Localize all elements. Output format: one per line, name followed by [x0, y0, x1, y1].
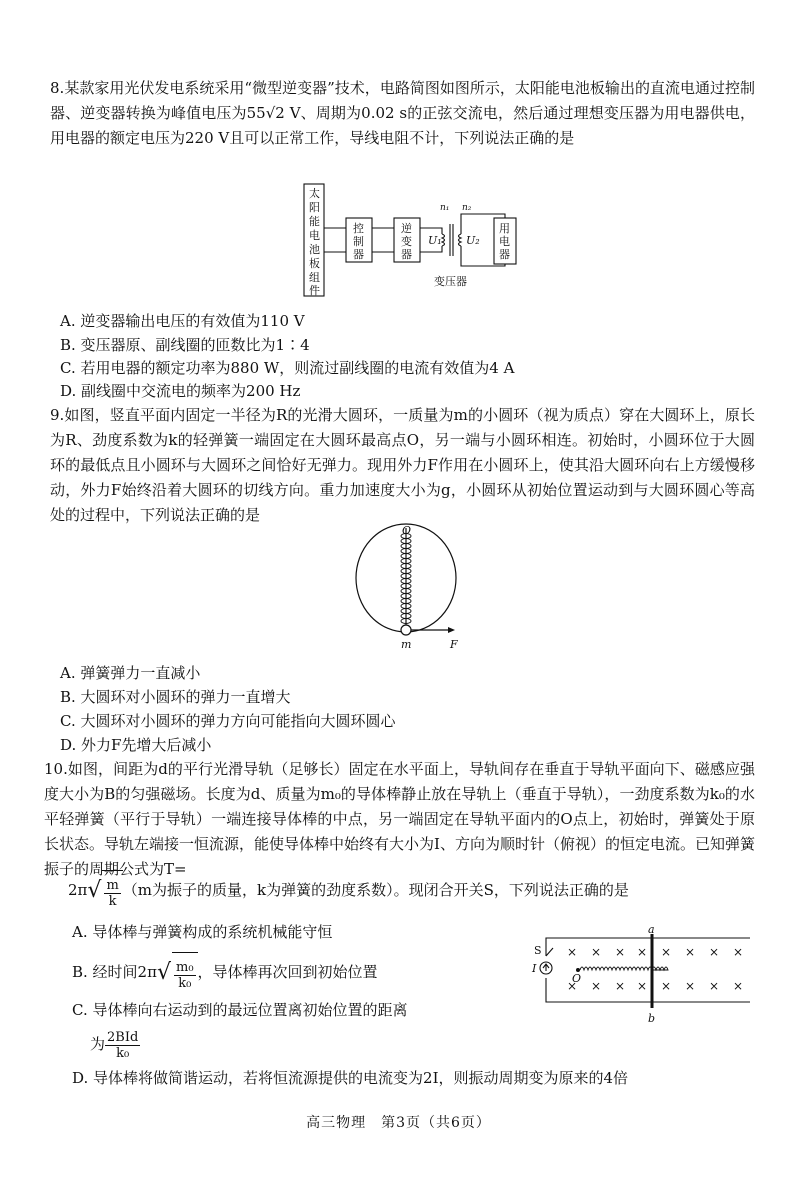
field-mark: ×	[590, 979, 602, 993]
field-mark: ×	[684, 945, 696, 959]
question-10	[44, 757, 755, 882]
option-b-denominator: k₀	[178, 975, 192, 991]
inverter-char: 逆	[401, 222, 412, 235]
question-text: 如图，间距为d的平行光滑导轨（足够长）固定在水平面上，导轨间存在垂直于导轨平面向下、磁感应强度大小为B的匀强磁场。长度为d、质量为m₀的导体棒静止放在导轨上（垂直于导轨），一劲度系数为k₀的水平轻弹簧（平行于导轨）一端连接导体棒的中点，另一端固定在导轨平面内的O点上，初始时，弹簧处于原长状态。导轨左端接一恒流源，能使导体棒中始终有大小为I、方向为顺时针（俯视）的恒定电流。已知弹簧振子的周期公式为T=	[44, 760, 755, 878]
q10-option-c-line1: C. 导体棒向右运动到的最远位置离初始位置的距离	[72, 1001, 408, 1019]
field-mark: ×	[732, 979, 744, 993]
page-footer: 高三物理 第3页（共6页）	[306, 1115, 491, 1131]
q10-option-d: D. 导体棒将做简谐运动，若将恒流源提供的电流变为2I，则振动周期变为原来的4倍	[72, 1069, 629, 1087]
question-text: 如图，竖直平面内固定一半径为R的光滑大圆环，一质量为m的小圆环（视为质点）穿在大圆环上，原长为R、劲度系数为k的轻弹簧一端固定在大圆环最高点O，另一端与小圆环相连。初始时，小圆环位于大圆环的最低点且小圆环与大圆环之间恰好无弹力。现用外力F作用在小圆环上，使其沿大圆环向右上方缓慢移动，外力F始终沿着大圆环的切线方向。重力加速度大小为g，小圆环从初始位置运动到与大圆环圆心等高处的过程中，下列说法正确的是	[50, 406, 755, 524]
panel-char: 件	[309, 284, 320, 297]
option-c-numerator: 2BId	[107, 1029, 139, 1045]
controller-char: 器	[353, 248, 364, 261]
option-c-prefix: 为	[90, 1035, 106, 1053]
ring-spring-diagram	[340, 522, 475, 652]
inverter-char: 变	[401, 235, 412, 248]
option-b-prefix: B. 经时间2π	[72, 963, 157, 981]
circuit-diagram	[300, 180, 525, 302]
option-b-numerator: m₀	[176, 959, 194, 975]
sqrt-sign: √	[87, 878, 102, 903]
load-char: 电	[499, 235, 510, 248]
q10-option-a: A. 导体棒与弹簧构成的系统机械能守恒	[72, 923, 333, 941]
question-10-stem	[44, 757, 755, 882]
transformer-label: 变压器	[434, 275, 467, 288]
field-mark: ×	[660, 945, 672, 959]
load-char: 用	[499, 222, 510, 235]
option-c-denominator: k₀	[116, 1045, 130, 1061]
q9-option-a: A. 弹簧弹力一直减小	[60, 664, 201, 682]
switch-label: S	[534, 944, 542, 957]
period-prefix: 2π	[68, 881, 88, 899]
panel-char: 太	[309, 187, 320, 200]
q9-option-b: B. 大圆环对小圆环的弹力一直增大	[60, 688, 291, 706]
q8-option-b: B. 变压器原、副线圈的匝数比为1∶4	[60, 336, 310, 354]
force-label: F	[450, 638, 458, 651]
end-b-label: b	[648, 1012, 656, 1024]
question-8	[50, 76, 755, 151]
q10-option-b	[72, 952, 378, 994]
n2-label: n₂	[462, 203, 472, 213]
field-mark: ×	[590, 945, 602, 959]
field-mark: ×	[614, 979, 626, 993]
q9-option-d: D. 外力F先增大后减小	[60, 736, 212, 754]
inverter-char: 器	[401, 248, 412, 261]
question-number: 9.	[50, 406, 65, 424]
field-mark: ×	[636, 945, 648, 959]
controller-char: 制	[353, 235, 364, 248]
option-b-suffix: ，导体棒再次回到初始位置	[197, 963, 378, 981]
point-o-label: O	[402, 524, 412, 537]
question-8-stem	[50, 76, 755, 151]
period-numerator: m	[106, 877, 119, 893]
question-number: 8.	[50, 79, 65, 97]
q10-option-c-line2	[90, 1026, 140, 1062]
u2-label: U₂	[466, 234, 480, 247]
period-note: （m为振子的质量，k为弹簧的劲度系数）。现闭合开关S，下列说法正确的是	[122, 881, 629, 899]
q9-option-c: C. 大圆环对小圆环的弹力方向可能指向大圆环圆心	[60, 712, 396, 730]
field-mark: ×	[708, 945, 720, 959]
panel-char: 阳	[309, 201, 320, 214]
panel-char: 电	[309, 229, 320, 242]
field-mark: ×	[708, 979, 720, 993]
panel-char: 组	[309, 271, 320, 284]
field-mark: ×	[566, 945, 578, 959]
field-mark: ×	[636, 979, 648, 993]
field-mark: ×	[614, 945, 626, 959]
field-mark: ×	[660, 979, 672, 993]
field-mark: ×	[732, 945, 744, 959]
controller-char: 控	[353, 222, 364, 235]
question-9	[50, 403, 755, 528]
current-label: I	[532, 962, 537, 975]
mass-label: m	[401, 638, 412, 651]
panel-char: 板	[309, 257, 320, 270]
load-char: 器	[499, 248, 510, 261]
question-number: 10.	[44, 760, 68, 778]
question-text: 某款家用光伏发电系统采用“微型逆变器”技术，电路简图如图所示，太阳能电池板输出的直流电通过控制器、逆变器转换为峰值电压为55√2 V、周期为0.02 s的正弦交流电，然后通过理想变压器为用电器供电，用电器的额定电压为220 V且可以正常工作，导线电阻不计，下列说法正确的是	[50, 79, 755, 147]
period-formula	[68, 870, 629, 912]
period-denominator: k	[108, 893, 117, 909]
spring-coils	[580, 967, 668, 970]
field-mark: ×	[566, 979, 578, 993]
force-arrowhead	[448, 627, 455, 633]
panel-char: 池	[309, 243, 320, 256]
n1-label: n₁	[440, 203, 450, 213]
point-o-label: O	[572, 972, 582, 985]
period-radicand	[102, 870, 122, 912]
sqrt-sign: √	[156, 960, 171, 985]
question-9-stem	[50, 403, 755, 528]
rail-diagram	[528, 926, 750, 1024]
panel-char: 能	[309, 215, 320, 228]
u1-label: U₁	[428, 234, 442, 247]
q8-option-d: D. 副线圈中交流电的频率为200 Hz	[60, 382, 301, 400]
option-b-radicand	[172, 952, 198, 994]
q8-option-a: A. 逆变器输出电压的有效值为110 V	[60, 312, 305, 330]
q8-option-c: C. 若用电器的额定功率为880 W，则流过副线圈的电流有效值为4 A	[60, 359, 515, 377]
field-mark: ×	[684, 979, 696, 993]
end-a-label: a	[648, 926, 655, 936]
